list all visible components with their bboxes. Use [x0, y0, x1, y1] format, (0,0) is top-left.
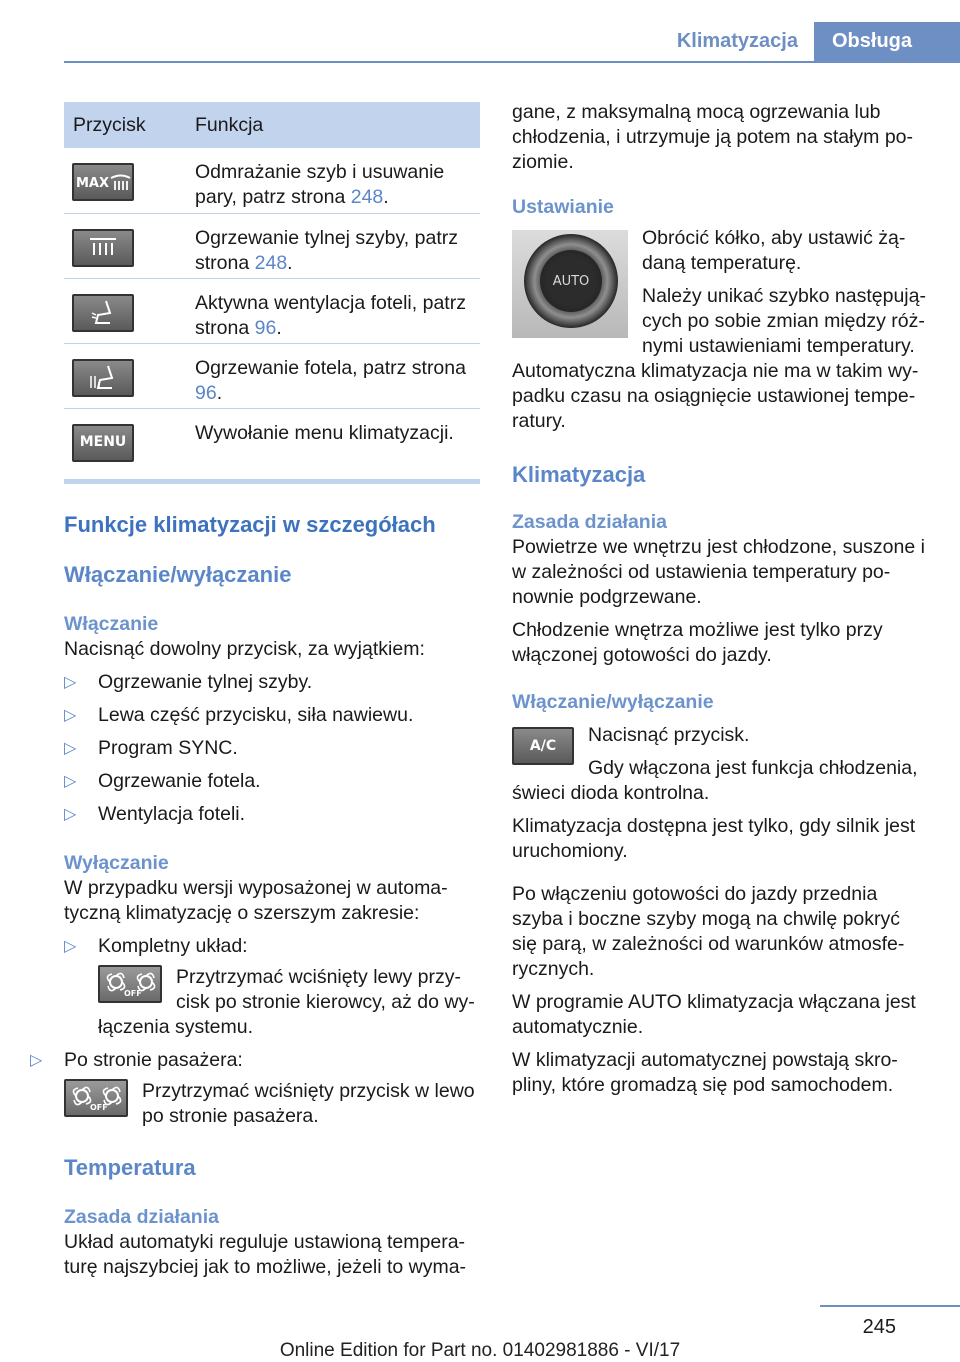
- seat-heating-icon: [72, 359, 134, 397]
- page-link[interactable]: 248: [254, 251, 288, 274]
- list-item: ▷ Ogrzewanie fotela.: [64, 770, 261, 792]
- paragraph: W przypadku wersji wyposażonej w automa‐tyczną klimatyzację o szerszym zakresie:: [64, 877, 448, 924]
- page-link[interactable]: 96: [254, 316, 277, 339]
- triangle-bullet-icon: ▷: [64, 674, 77, 691]
- ac-button-icon: A/C: [512, 727, 574, 765]
- page-number: 245: [862, 1316, 896, 1338]
- paragraph: Obrócić kółko, aby ustawić żą‐daną temperaturę.: [642, 227, 906, 274]
- mini-heading: Zasada działania: [64, 1206, 219, 1228]
- paragraph: Przytrzymać wciśnięty lewy przy‐cisk po stronie kierowcy, aż do wy‐łączenia systemu.: [98, 966, 475, 1038]
- table-row: Ogrzewanie fotela, patrz strona 96.: [64, 343, 480, 408]
- page-header: [677, 22, 960, 62]
- section-heading: Funkcje klimatyzacji w szczegółach: [64, 512, 436, 537]
- paragraph: Układ automatyki reguluje ustawioną tempera‐turę najszybciej jak to możliwe, jeżeli to wyma‐: [64, 1231, 467, 1278]
- triangle-bullet-icon: ▷: [64, 773, 77, 790]
- section-tab: Obsługa: [814, 22, 960, 62]
- auto-label: AUTO: [540, 250, 602, 312]
- mini-heading: Ustawianie: [512, 196, 614, 218]
- list-item: ▷ Kompletny układ: OFF Przytrzymać wciśnięty lewy przy‐cisk po stronie kierowcy, aż do wy‐łączenia systemu.: [64, 935, 475, 1038]
- paragraph: Należy unikać szybko następują‐cych po sobie zmian między róż‐nymi ustawieniami temperatury.: [642, 285, 926, 357]
- svg-text:OFF: OFF: [90, 1103, 108, 1112]
- bullet-list: [64, 670, 480, 827]
- paragraph: W klimatyzacji automatycznej powstają skro‐pliny, które gromadzą się pod samochodem.: [512, 1049, 898, 1096]
- list-item: ▷ Po stronie pasażera: OFF Przytrzymać wciśnięty przycisk w lewo po stronie pasażera.: [30, 1049, 475, 1127]
- table-bottom-bar: [64, 479, 480, 484]
- header-divider: [64, 61, 960, 63]
- fan-off-button-icon: [98, 965, 162, 1003]
- list-item: ▷ Wentylacja foteli.: [64, 803, 246, 825]
- mini-heading: Włączanie/wyłączanie: [512, 691, 714, 713]
- function-table: [64, 102, 480, 473]
- table-header-button: Przycisk: [64, 102, 186, 148]
- menu-label: MENU: [79, 434, 127, 450]
- paragraph: gane, z maksymalną mocą ogrzewania lub chłodzenia, i utrzymuje ją potem na stałym po‐ziomie.: [512, 101, 914, 173]
- paragraph: Gdy włączona jest funkcja chłodzenia, świeci dioda kontrolna.: [512, 757, 918, 804]
- paragraph: Klimatyzacja dostępna jest tylko, gdy silnik jest uruchomiony.: [512, 815, 916, 862]
- breadcrumb: Klimatyzacja: [676, 30, 798, 52]
- triangle-bullet-icon: ▷: [30, 1052, 43, 1069]
- mini-heading: Włączanie: [64, 613, 159, 635]
- paragraph: Chłodzenie wnętrza możliwe jest tylko przy włączonej gotowości do jazdy.: [512, 619, 883, 666]
- paragraph: Nacisnąć przycisk.: [588, 724, 750, 746]
- footer-divider: [820, 1305, 960, 1307]
- paragraph: Po włączeniu gotowości do jazdy przednia szyba i boczne szyby mogą na chwilę pokryć się parą, w zależności od warunków atmosfe‐rycznych.: [512, 883, 905, 980]
- row-text: Aktywna wentylacja foteli, patrz strona: [195, 291, 466, 339]
- triangle-bullet-icon: ▷: [64, 740, 77, 757]
- subsection-heading: Włączanie/wyłączanie: [64, 562, 292, 587]
- subsection-heading: Temperatura: [64, 1155, 196, 1180]
- paragraph: Automatyczna klimatyzacja nie ma w takim wy‐padku czasu na osiągnięcie ustawionej tempe‐ratury.: [512, 360, 919, 432]
- rear-window-heating-icon: [72, 229, 134, 267]
- seat-ventilation-icon: [72, 294, 134, 332]
- bullet-list: [30, 934, 480, 1129]
- row-text: Ogrzewanie fotela, patrz strona: [195, 356, 466, 379]
- left-column: [30, 102, 480, 1288]
- subsection-heading: Klimatyzacja: [512, 462, 646, 487]
- paragraph: Powietrze we wnętrzu jest chłodzone, suszone i w zależności od ustawienia temperatury po‐nownie podgrzewane.: [512, 536, 925, 608]
- svg-text:MAX: MAX: [76, 176, 110, 191]
- table-header-function: Funkcja: [186, 102, 480, 148]
- temperature-dial-image: [512, 230, 628, 338]
- list-item: ▷ Lewa część przycisku, siła nawiewu.: [64, 704, 414, 726]
- mini-heading: Wyłączanie: [64, 852, 169, 874]
- row-text: Wywołanie menu klimatyzacji.: [195, 421, 454, 444]
- svg-text:OFF: OFF: [124, 989, 142, 998]
- edition-text: Online Edition for Part no. 01402981886 - VI/17: [279, 1340, 681, 1361]
- page-link[interactable]: 248: [350, 186, 384, 208]
- triangle-bullet-icon: ▷: [64, 938, 77, 955]
- paragraph: W programie AUTO klimatyzacja włączana jest automatycznie.: [512, 991, 916, 1038]
- fan-off-button-icon: [64, 1079, 128, 1117]
- mini-heading: Zasada działania: [512, 511, 667, 533]
- table-row: Aktywna wentylacja foteli, patrz strona 96.: [64, 278, 480, 343]
- paragraph: Przytrzymać wciśnięty przycisk w lewo po stronie pasażera.: [142, 1080, 475, 1127]
- table-row: MAX Odmrażanie szyb i usuwanie pary, patrz strona 248.: [64, 148, 480, 213]
- page-link[interactable]: 96: [195, 381, 217, 404]
- max-defrost-icon: [72, 163, 134, 201]
- paragraph: Nacisnąć dowolny przycisk, za wyjątkiem:: [64, 638, 425, 660]
- table-row: [64, 408, 480, 473]
- triangle-bullet-icon: ▷: [64, 707, 77, 724]
- menu-button-icon: [72, 424, 134, 462]
- right-column: [512, 100, 928, 1106]
- list-item: ▷ Program SYNC.: [64, 737, 238, 759]
- row-text: Odmrażanie szyb i usuwanie pary, patrz strona: [195, 161, 445, 208]
- table-row: Ogrzewanie tylnej szyby, patrz strona 248.: [64, 213, 480, 278]
- row-text: Ogrzewanie tylnej szyby, patrz strona: [195, 226, 458, 274]
- triangle-bullet-icon: ▷: [64, 806, 77, 823]
- list-item: ▷ Ogrzewanie tylnej szyby.: [64, 671, 313, 693]
